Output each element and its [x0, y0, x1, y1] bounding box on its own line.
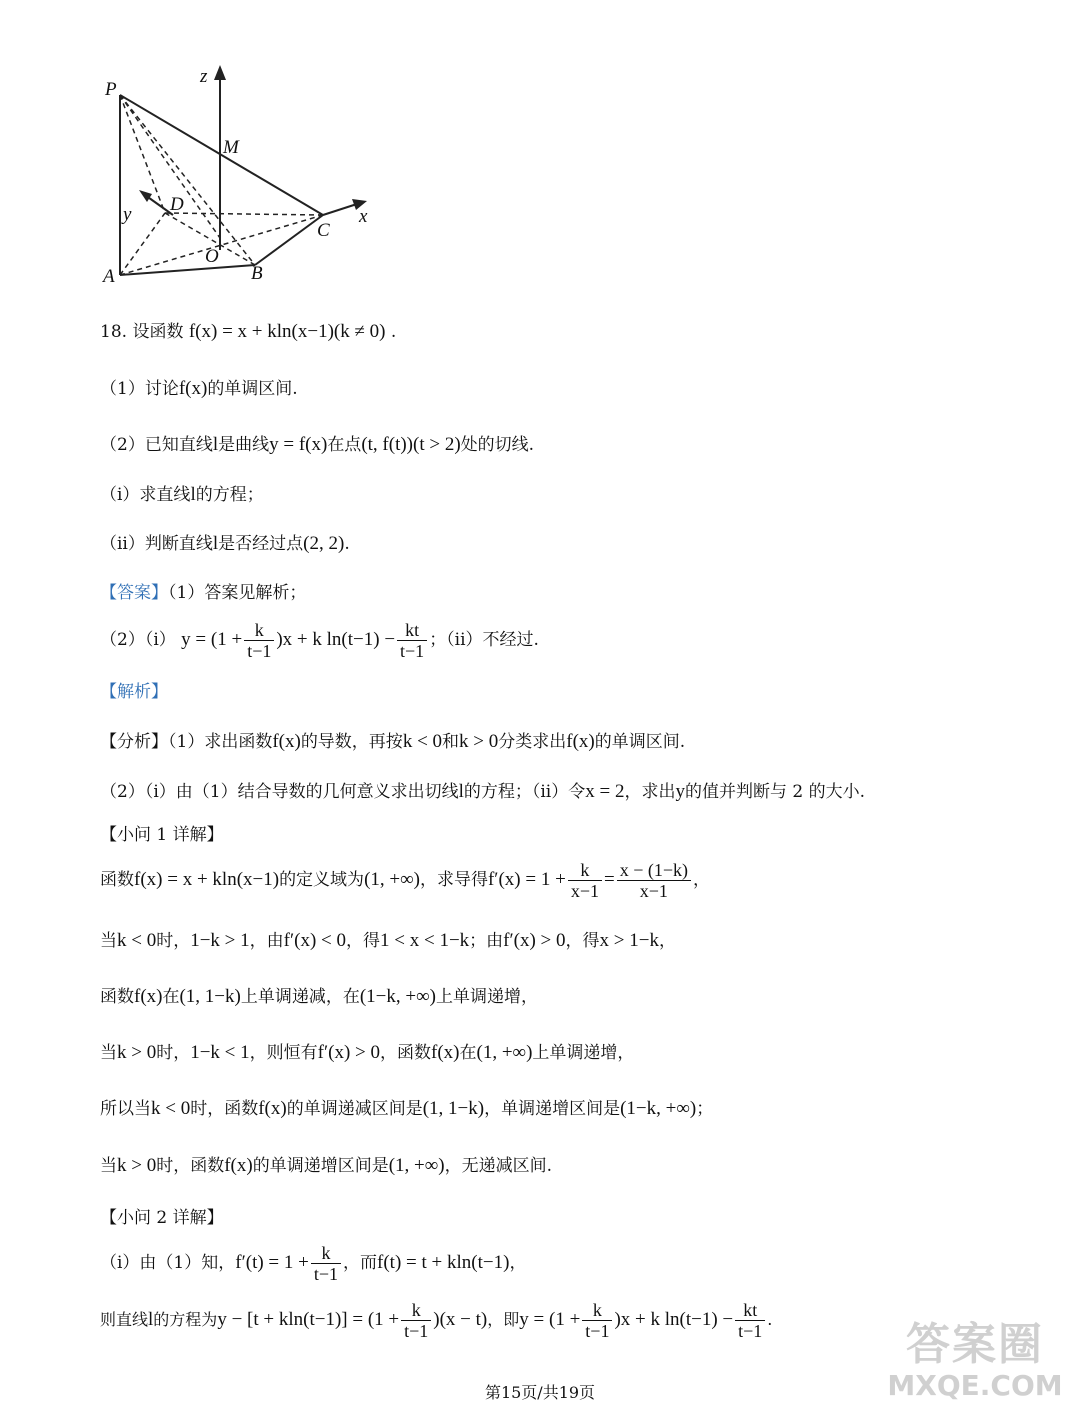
text: 则直线	[100, 1310, 149, 1329]
text: ，即	[487, 1310, 520, 1329]
numerator: k	[311, 1243, 341, 1264]
text: ，函数	[380, 1043, 432, 1063]
fraction	[244, 620, 274, 661]
math: f′(x) > 0	[317, 1042, 381, 1063]
text: （2）已知直线	[100, 435, 213, 455]
numerator: k	[582, 1300, 612, 1321]
fraction	[401, 1300, 431, 1341]
math: (1, +∞)	[364, 869, 420, 890]
edge-PD	[120, 95, 165, 213]
math: x > 1−k	[599, 930, 659, 951]
text: 函数	[100, 987, 134, 1007]
text: ，得	[346, 931, 381, 951]
text: 的定义域为	[279, 870, 365, 890]
text: 的单调递减区间是	[286, 1099, 423, 1119]
text: 是曲线	[218, 435, 270, 455]
denominator: t−1	[738, 1321, 763, 1341]
math: f(x)	[134, 986, 163, 1007]
edge-PB	[120, 95, 255, 265]
detail-4	[100, 1041, 1020, 1065]
label-C: C	[317, 220, 330, 241]
math: (1−k, +∞)	[620, 1098, 697, 1119]
subquestion-2-heading	[100, 1206, 1020, 1230]
text: 函数	[100, 870, 134, 890]
label-x: x	[359, 206, 368, 227]
text: 时，函数	[156, 1156, 225, 1176]
edge-PO	[120, 95, 220, 238]
page-number: 第15页/共19页	[484, 1383, 596, 1402]
math: (1, 1−k)	[422, 1098, 485, 1119]
math: k < 0	[117, 930, 157, 951]
text: （1）求出函数	[168, 732, 273, 752]
math: k < 0	[151, 1098, 191, 1119]
text: 分类求出	[498, 732, 567, 752]
text: 的方程为	[153, 1310, 218, 1329]
math: f′(x) = 1 +	[487, 869, 566, 890]
denominator: t−1	[400, 641, 425, 661]
numerator: k	[401, 1300, 431, 1321]
math: (2, 2)	[303, 533, 345, 554]
text: ，则恒有	[249, 1043, 318, 1063]
text: 的单调区间.	[594, 732, 686, 752]
math: )x + k ln(t−1) −	[276, 629, 396, 650]
fraction	[735, 1300, 765, 1341]
math: l	[212, 434, 219, 455]
math: y	[675, 781, 685, 802]
text: （i）由（1）知，	[100, 1253, 236, 1273]
numerator: k	[244, 620, 274, 641]
numerator: x − (1−k)	[617, 860, 691, 881]
analysis-heading	[100, 680, 1020, 704]
math: (1−k, +∞)	[359, 986, 436, 1007]
watermark-line-1: 答案圈	[906, 1319, 1044, 1370]
text: （2）（i）	[100, 630, 176, 650]
text: ，而	[343, 1253, 378, 1273]
detail-2	[100, 929, 1020, 953]
answer-tag: 【答案】	[100, 583, 168, 603]
math: (1, 1−k)	[179, 986, 241, 1007]
watermark	[880, 1320, 1070, 1410]
text: ；由	[469, 931, 504, 951]
math: )x + k ln(t−1) −	[614, 1309, 734, 1330]
punct: .	[390, 322, 397, 342]
label-O: O	[205, 246, 219, 267]
math: l	[148, 1309, 154, 1330]
math: l	[190, 484, 196, 505]
punct: .	[344, 534, 350, 554]
text: 时，函数	[190, 1099, 259, 1119]
math: )(x − t)	[433, 1309, 488, 1330]
label-D: D	[170, 194, 184, 215]
math: k > 0	[117, 1155, 157, 1176]
text: 的值并判断与 2 的大小.	[684, 782, 865, 802]
math: f(t) = t + kln(t−1)	[377, 1252, 510, 1273]
denominator: x−1	[639, 881, 668, 901]
text: 处的切线.	[460, 435, 535, 455]
part-1	[100, 377, 1020, 401]
watermark-line-2: MXQE.COM	[887, 1369, 1063, 1402]
part-2	[100, 433, 1020, 457]
text: ；（ii）不经过.	[429, 630, 539, 650]
math: f(x)	[178, 378, 208, 399]
text: 时，	[156, 1043, 191, 1063]
denominator: t−1	[585, 1321, 610, 1341]
detail-7	[100, 1243, 1020, 1284]
text: 的方程；	[195, 485, 264, 505]
fenxi-line-2	[100, 780, 1020, 804]
math: y = (1 +	[181, 629, 243, 650]
y-arrow	[139, 190, 152, 202]
subquestion-1-heading	[100, 823, 1020, 847]
fraction	[311, 1243, 341, 1284]
math: f(x)	[272, 731, 301, 752]
math: 1 < x < 1−k	[380, 930, 470, 951]
text: 是否经过点	[218, 534, 304, 554]
detail-3	[100, 985, 1020, 1009]
math: x = 2	[585, 781, 625, 802]
text: （1）讨论	[100, 379, 179, 399]
numerator: k	[568, 860, 602, 881]
numerator: kt	[735, 1300, 765, 1321]
text: 上单调递增，	[532, 1043, 635, 1063]
text: 和	[442, 732, 460, 752]
text: （i）求直线	[100, 485, 191, 505]
text: ，得	[565, 931, 600, 951]
fenxi-tag: 【分析】	[100, 732, 168, 752]
punct: .	[767, 1310, 773, 1329]
label-A: A	[103, 266, 115, 287]
text: ，无递减区间.	[444, 1156, 553, 1176]
text: （2）（i）由（1）结合导数的几何意义求出切线	[100, 782, 459, 802]
answer-line-2	[100, 620, 1020, 661]
label-z: z	[200, 66, 208, 87]
text: 的导数，再按	[300, 732, 403, 752]
denominator: t−1	[313, 1264, 339, 1284]
math: k < 0	[402, 731, 443, 752]
text: 的单调递增区间是	[252, 1156, 389, 1176]
geometry-figure	[95, 60, 395, 295]
part-2-ii	[100, 532, 1020, 556]
detail-1	[100, 860, 1020, 901]
text: （ii）判断直线	[100, 534, 213, 554]
text: ，单调递增区间是	[484, 1099, 621, 1119]
text: 时，	[156, 931, 191, 951]
text: 上单调递增，	[436, 987, 538, 1007]
math: k > 0	[117, 1042, 157, 1063]
analysis-tag: 【解析】	[100, 682, 168, 702]
edge-AB	[120, 265, 255, 275]
punct: ，	[692, 870, 710, 890]
math: (t, f(t))(t > 2)	[361, 434, 461, 455]
question-number: 18.	[100, 322, 128, 342]
label-y: y	[123, 204, 132, 225]
detail-5	[100, 1097, 1020, 1121]
part-2-i	[100, 483, 1020, 507]
function-expression: f(x) = x + kln(x−1)(k ≠ 0)	[188, 321, 386, 342]
text: ，由	[249, 931, 284, 951]
math: f′(x) < 0	[283, 930, 347, 951]
math: (1, +∞)	[388, 1155, 445, 1176]
math: l	[212, 533, 219, 554]
math: f′(t) = 1 +	[235, 1252, 309, 1273]
heading: 【小问 2 详解】	[100, 1208, 224, 1228]
math: f′(x) > 0	[503, 930, 566, 951]
answer-line-1	[100, 581, 1020, 605]
math: l	[458, 781, 464, 802]
math: f(x)	[258, 1098, 287, 1119]
z-arrow	[214, 65, 226, 80]
text: 在	[162, 987, 180, 1007]
label-B: B	[251, 263, 263, 284]
question-18	[100, 320, 1020, 344]
numerator: kt	[397, 620, 427, 641]
math: f(x)	[431, 1042, 460, 1063]
math: y = (1 +	[519, 1309, 581, 1330]
math: y = f(x)	[269, 434, 328, 455]
text: ，求出	[624, 782, 676, 802]
text: 所以当	[100, 1099, 151, 1119]
math: 1−k > 1	[190, 930, 250, 951]
edge-DC	[165, 213, 323, 215]
denominator: t−1	[247, 641, 272, 661]
text: 的方程；（ii）令	[463, 782, 586, 802]
fraction	[568, 860, 602, 901]
edge-BC	[255, 215, 323, 265]
text: 的单调区间.	[207, 379, 298, 399]
math: =	[603, 869, 615, 890]
math: f(x) = x + kln(x−1)	[134, 869, 280, 890]
math: k > 0	[459, 731, 499, 752]
fraction	[617, 860, 691, 901]
text: 在点	[327, 435, 362, 455]
denominator: x−1	[570, 881, 599, 901]
math: 1−k < 1	[190, 1042, 250, 1063]
math: (1, +∞)	[476, 1042, 533, 1063]
edge-PC	[120, 95, 323, 215]
punct: ，	[509, 1253, 527, 1273]
text: 当	[100, 931, 117, 951]
text: 在	[459, 1043, 477, 1063]
heading: 【小问 1 详解】	[100, 825, 224, 845]
punct: ，	[658, 931, 676, 951]
text: ，求导得	[419, 870, 488, 890]
text: （1）答案见解析；	[168, 583, 307, 603]
math: y − [t + kln(t−1)] = (1 +	[217, 1309, 400, 1330]
question-intro: 设函数	[132, 322, 184, 342]
fraction	[397, 620, 427, 661]
text: 当	[100, 1156, 117, 1176]
math: f(x)	[224, 1155, 253, 1176]
label-P: P	[105, 79, 117, 100]
fenxi-line-1	[100, 730, 1020, 754]
punct: ；	[696, 1099, 714, 1119]
fraction	[582, 1300, 612, 1341]
denominator: t−1	[404, 1321, 429, 1341]
text: 当	[100, 1043, 117, 1063]
label-M: M	[223, 137, 239, 158]
detail-6	[100, 1154, 1020, 1178]
math: f(x)	[566, 731, 595, 752]
text: 上单调递减，在	[240, 987, 360, 1007]
